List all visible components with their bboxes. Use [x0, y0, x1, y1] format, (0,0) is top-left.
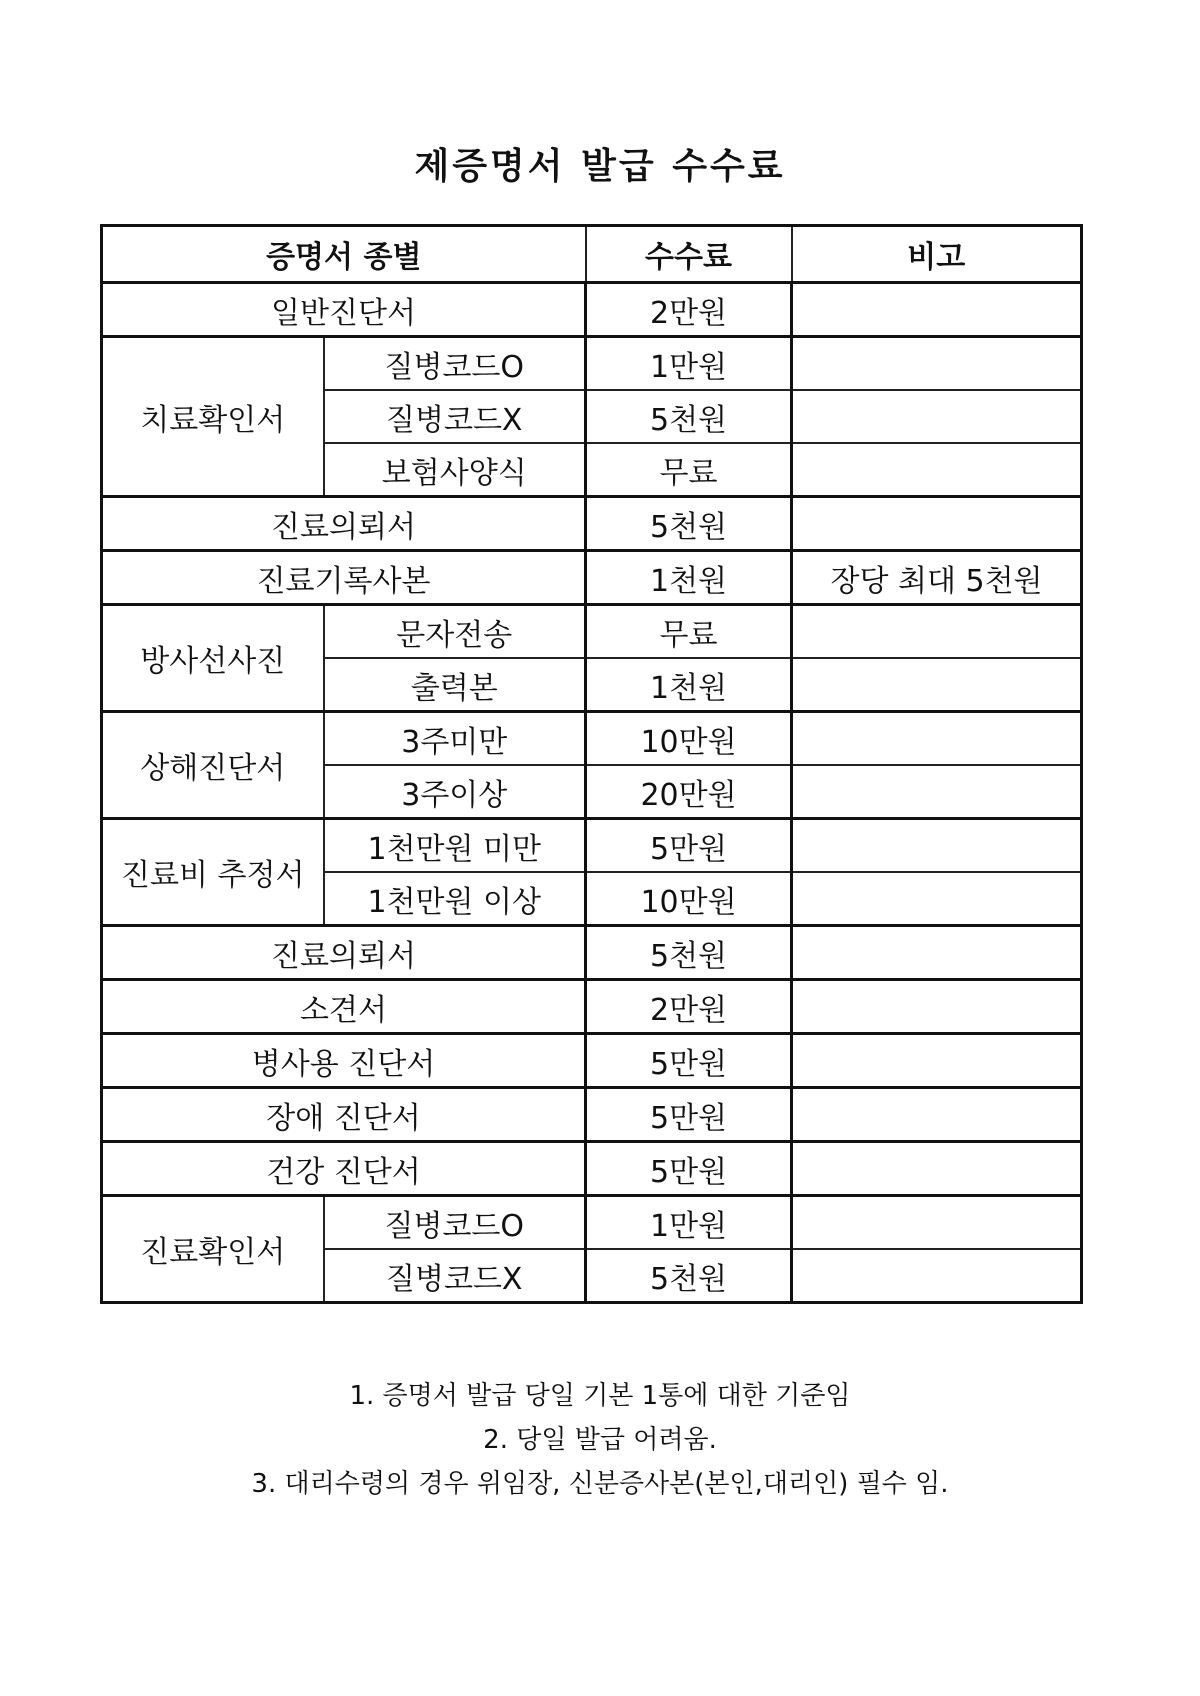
certificate-category: 치료확인서: [102, 337, 324, 497]
note-cell: [792, 337, 1082, 391]
fee-cell: 5만원: [586, 819, 792, 873]
fee-cell: 5천원: [586, 926, 792, 980]
certificate-category: 진료확인서: [102, 1196, 324, 1303]
fee-cell: 2만원: [586, 980, 792, 1034]
note-cell: [792, 1142, 1082, 1196]
certificate-category: 장애 진단서: [102, 1088, 586, 1142]
fee-table: [100, 224, 1083, 1304]
certificate-subtype: 질병코드O: [324, 337, 586, 391]
header-note: 비고: [792, 226, 1082, 283]
fee-cell: 무료: [586, 443, 792, 497]
certificate-subtype: 질병코드X: [324, 390, 586, 443]
table-row: [102, 1142, 1082, 1196]
certificate-category: 건강 진단서: [102, 1142, 586, 1196]
fee-cell: 무료: [586, 605, 792, 659]
certificate-category: 진료의뢰서: [102, 497, 586, 551]
note-cell: [792, 443, 1082, 497]
fee-cell: 20만원: [586, 765, 792, 819]
certificate-subtype: 3주미만: [324, 712, 586, 766]
certificate-subtype: 질병코드X: [324, 1249, 586, 1303]
certificate-subtype: 출력본: [324, 658, 586, 712]
fee-cell: 1천원: [586, 551, 792, 605]
note-cell: [792, 980, 1082, 1034]
fee-cell: 5천원: [586, 1249, 792, 1303]
fee-cell: 5만원: [586, 1034, 792, 1088]
table-row: [102, 819, 1082, 873]
table-row: [102, 497, 1082, 551]
table-row: [102, 337, 1082, 391]
table-row: [102, 1196, 1082, 1250]
note-cell: [792, 390, 1082, 443]
certificate-category: 진료비 추정서: [102, 819, 324, 926]
table-row: [102, 551, 1082, 605]
note-cell: [792, 1088, 1082, 1142]
certificate-subtype: 보험사양식: [324, 443, 586, 497]
fee-cell: 10만원: [586, 712, 792, 766]
note-cell: [792, 926, 1082, 980]
certificate-category: 방사선사진: [102, 605, 324, 712]
footnotes: [0, 1374, 1200, 1506]
footnote: 2. 당일 발급 어려움.: [483, 1425, 717, 1455]
document-title: 제증명서 발급 수수료: [414, 146, 786, 187]
footnote: 1. 증명서 발급 당일 기본 1통에 대한 기준임: [349, 1381, 851, 1411]
note-cell: [792, 1249, 1082, 1303]
note-cell: [792, 712, 1082, 766]
certificate-subtype: 1천만원 미만: [324, 819, 586, 873]
fee-cell: 10만원: [586, 872, 792, 926]
fee-cell: 1만원: [586, 337, 792, 391]
fee-cell: 5만원: [586, 1142, 792, 1196]
certificate-subtype: 1천만원 이상: [324, 872, 586, 926]
table-row: [102, 980, 1082, 1034]
note-cell: [792, 658, 1082, 712]
fee-table-body: [102, 283, 1082, 1303]
note-cell: [792, 497, 1082, 551]
note-cell: [792, 1196, 1082, 1250]
certificate-category: 병사용 진단서: [102, 1034, 586, 1088]
fee-cell: 5천원: [586, 390, 792, 443]
note-cell: [792, 605, 1082, 659]
certificate-subtype: 3주이상: [324, 765, 586, 819]
certificate-category: 소견서: [102, 980, 586, 1034]
fee-cell: 1천원: [586, 658, 792, 712]
note-cell: [792, 819, 1082, 873]
table-row: [102, 712, 1082, 766]
fee-cell: 2만원: [586, 283, 792, 337]
certificate-category: 일반진단서: [102, 283, 586, 337]
certificate-category: 진료의뢰서: [102, 926, 586, 980]
table-row: [102, 1034, 1082, 1088]
footnote: 3. 대리수령의 경우 위임장, 신분증사본(본인,대리인) 필수 임.: [251, 1469, 949, 1499]
note-cell: [792, 1034, 1082, 1088]
fee-table-header-row: [102, 226, 1082, 283]
certificate-subtype: 질병코드O: [324, 1196, 586, 1250]
header-fee: 수수료: [586, 226, 792, 283]
table-row: [102, 605, 1082, 659]
fee-cell: 1만원: [586, 1196, 792, 1250]
fee-cell: 5만원: [586, 1088, 792, 1142]
note-cell: [792, 283, 1082, 337]
table-row: [102, 283, 1082, 337]
certificate-category: 상해진단서: [102, 712, 324, 819]
certificate-subtype: 문자전송: [324, 605, 586, 659]
note-cell: [792, 872, 1082, 926]
table-row: [102, 1088, 1082, 1142]
certificate-category: 진료기록사본: [102, 551, 586, 605]
note-cell: [792, 765, 1082, 819]
fee-cell: 5천원: [586, 497, 792, 551]
header-certificate-type: 증명서 종별: [102, 226, 586, 283]
table-row: [102, 926, 1082, 980]
note-cell: 장당 최대 5천원: [792, 551, 1082, 605]
